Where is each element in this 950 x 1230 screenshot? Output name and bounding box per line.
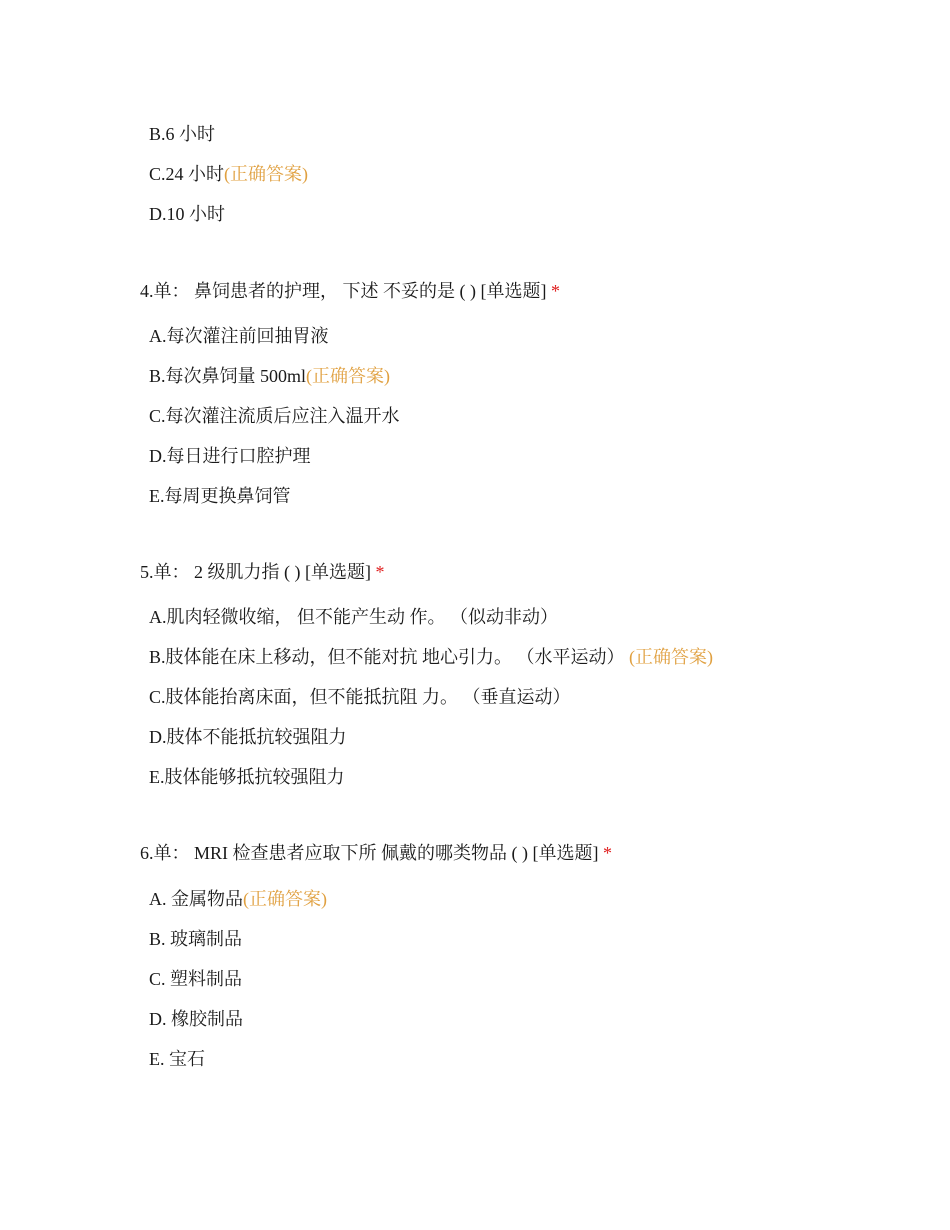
option-text: D.每日进行口腔护理 bbox=[149, 446, 311, 466]
option-text: A.每次灌注前回抽胃液 bbox=[149, 326, 329, 346]
option-text: A.肌肉轻微收缩， 但不能产生动 作。 （似动非动） bbox=[149, 607, 558, 627]
q6-option-a[interactable] bbox=[149, 888, 327, 910]
option-text: C. 塑料制品 bbox=[149, 969, 243, 989]
q5-option-b[interactable] bbox=[149, 646, 713, 668]
q3-option-d[interactable] bbox=[149, 203, 225, 225]
option-text: C.24 小时 bbox=[149, 164, 225, 184]
q5-title bbox=[140, 561, 384, 583]
option-text: E.肢体能够抵抗较强阻力 bbox=[149, 767, 345, 787]
question-text: 5.单： 2 级肌力指 ( ) [单选题] bbox=[140, 562, 371, 582]
option-text: B.每次鼻饲量 500ml bbox=[149, 366, 307, 386]
option-text: C.每次灌注流质后应注入温开水 bbox=[149, 406, 400, 426]
correct-answer-tag: (正确答案) bbox=[306, 366, 391, 386]
option-text: B. 玻璃制品 bbox=[149, 929, 243, 949]
required-star: * bbox=[602, 843, 612, 863]
q5-option-d[interactable] bbox=[149, 726, 347, 748]
q3-option-c[interactable] bbox=[149, 163, 308, 185]
q4-title bbox=[140, 280, 560, 302]
required-star: * bbox=[375, 562, 385, 582]
q4-option-d[interactable] bbox=[149, 445, 311, 467]
option-text: E.每周更换鼻饲管 bbox=[149, 486, 291, 506]
question-text: 4.单： 鼻饲患者的护理， 下述 不妥的是 ( ) [单选题] bbox=[140, 281, 547, 301]
question-text: 6.单： MRI 检查患者应取下所 佩戴的哪类物品 ( ) [单选题] bbox=[140, 843, 599, 863]
option-text: C.肢体能抬离床面，但不能抵抗阻 力。 （垂直运动） bbox=[149, 687, 571, 707]
q4-option-e[interactable] bbox=[149, 485, 291, 507]
correct-answer-tag: (正确答案) bbox=[629, 647, 714, 667]
correct-answer-tag: (正确答案) bbox=[243, 889, 327, 909]
q4-option-c[interactable] bbox=[149, 405, 400, 427]
correct-answer-tag: (正确答案) bbox=[224, 164, 309, 184]
q6-option-d[interactable] bbox=[149, 1008, 243, 1030]
option-text: E. 宝石 bbox=[149, 1049, 205, 1069]
option-text: B.6 小时 bbox=[149, 124, 216, 144]
q3-option-b[interactable] bbox=[149, 123, 215, 145]
q4-option-a[interactable] bbox=[149, 325, 329, 347]
option-text: D.10 小时 bbox=[149, 204, 225, 224]
required-star: * bbox=[550, 281, 560, 301]
option-text: A. 金属物品 bbox=[149, 889, 243, 909]
q6-title bbox=[140, 842, 612, 864]
q5-option-c[interactable] bbox=[149, 686, 571, 708]
q5-option-e[interactable] bbox=[149, 766, 345, 788]
q6-option-b[interactable] bbox=[149, 928, 242, 950]
q6-option-e[interactable] bbox=[149, 1048, 205, 1070]
option-text: D. 橡胶制品 bbox=[149, 1009, 243, 1029]
q5-option-a[interactable] bbox=[149, 606, 558, 628]
option-text: B.肢体能在床上移动，但不能对抗 地心引力。 （水平运动） bbox=[149, 647, 625, 667]
q6-option-c[interactable] bbox=[149, 968, 242, 990]
q4-option-b[interactable] bbox=[149, 365, 390, 387]
option-text: D.肢体不能抵抗较强阻力 bbox=[149, 727, 347, 747]
